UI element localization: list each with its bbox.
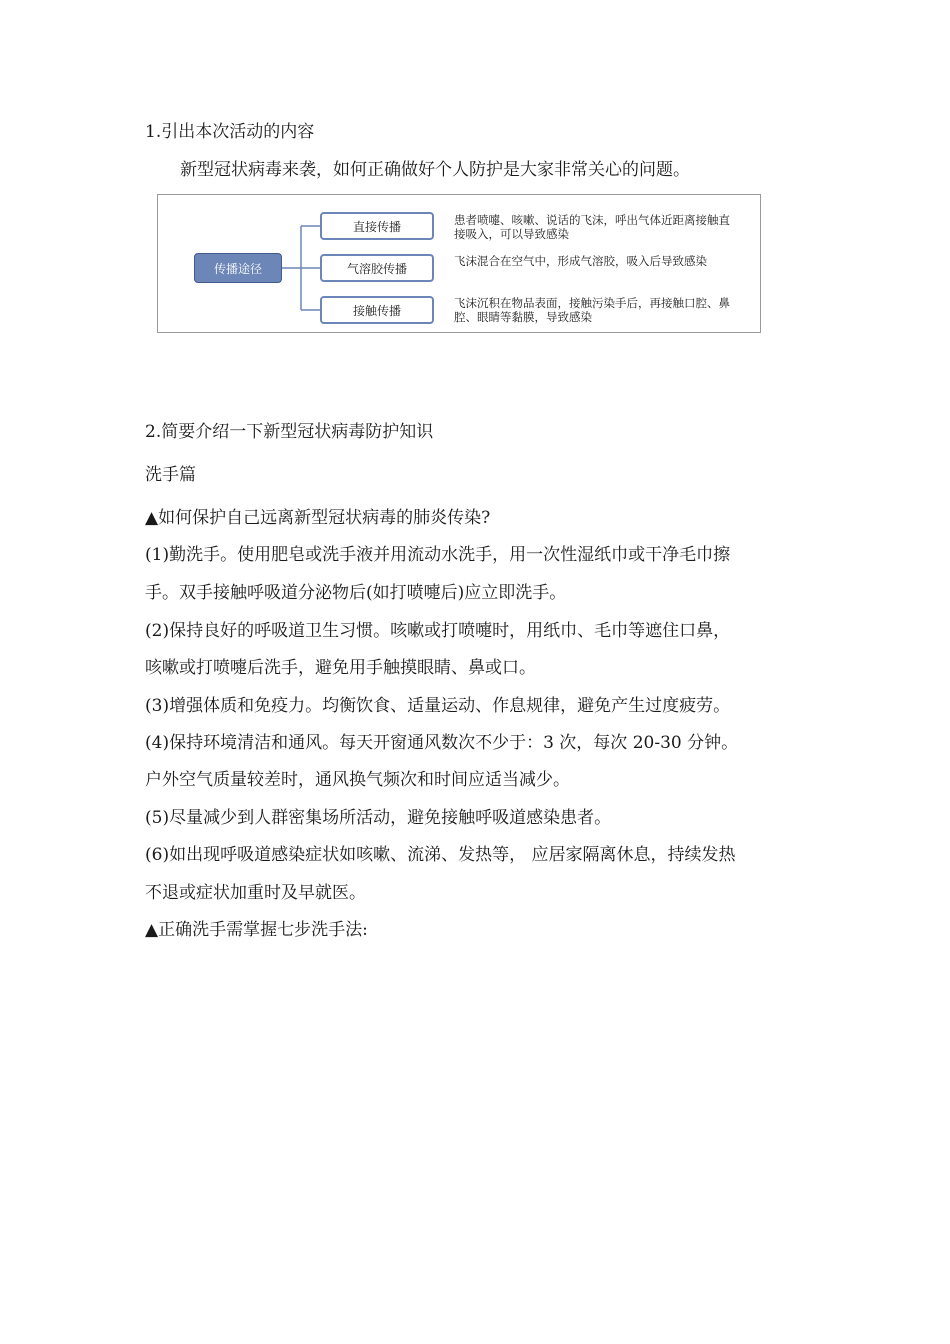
transmission-diagram	[157, 194, 761, 333]
body-line-10: 不退或症状加重时及早就医。	[145, 883, 366, 903]
diagram-root-node: 传播途径	[194, 253, 282, 283]
diagram-node-direct: 直接传播	[320, 212, 434, 240]
section1-heading: 1.引出本次活动的内容	[145, 122, 315, 142]
body-line-5: (3)增强体质和免疫力。均衡饮食、适量运动、作息规律，避免产生过度疲劳。	[145, 696, 731, 716]
body-line-3: (2)保持良好的呼吸道卫生习惯。咳嗽或打喷嚏时，用纸巾、毛巾等遮住口鼻，	[145, 621, 731, 641]
section2-heading: 2.简要介绍一下新型冠状病毒防护知识	[145, 422, 434, 442]
diagram-desc-aerosol: 飞沫混合在空气中，形成气溶胶，吸入后导致感染	[454, 254, 707, 268]
diagram-desc-contact: 飞沫沉积在物品表面，接触污染手后，再接触口腔、鼻腔、眼睛等黏膜，导致感染	[454, 296, 730, 324]
section2-question: ▲如何保护自己远离新型冠状病毒的肺炎传染?	[145, 508, 491, 528]
section2-closing: ▲正确洗手需掌握七步洗手法:	[145, 920, 368, 940]
body-line-6: (4)保持环境清洁和通风。每天开窗通风数次不少于：3 次，每次 20-30 分钟。	[145, 733, 739, 753]
diagram-node-contact: 接触传播	[320, 296, 434, 324]
section2-subheading: 洗手篇	[145, 465, 196, 485]
body-line-8: (5)尽量减少到人群密集场所活动，避免接触呼吸道感染患者。	[145, 808, 612, 828]
diagram-node-aerosol: 气溶胶传播	[320, 254, 434, 282]
diagram-desc-direct: 患者喷嚏、咳嗽、说话的飞沫，呼出气体近距离接触直接吸入，可以导致感染	[454, 213, 730, 241]
section1-intro: 新型冠状病毒来袭，如何正确做好个人防护是大家非常关心的问题。	[180, 160, 690, 180]
body-line-7: 户外空气质量较差时，通风换气频次和时间应适当减少。	[145, 770, 570, 790]
body-line-9: (6)如出现呼吸道感染症状如咳嗽、流涕、发热等， 应居家隔离休息，持续发热	[145, 845, 736, 865]
body-line-1: (1)勤洗手。使用肥皂或洗手液并用流动水洗手，用一次性湿纸巾或干净毛巾擦	[145, 545, 731, 565]
body-line-2: 手。双手接触呼吸道分泌物后(如打喷嚏后)应立即洗手。	[145, 583, 567, 603]
body-line-4: 咳嗽或打喷嚏后洗手，避免用手触摸眼睛、鼻或口。	[145, 658, 536, 678]
